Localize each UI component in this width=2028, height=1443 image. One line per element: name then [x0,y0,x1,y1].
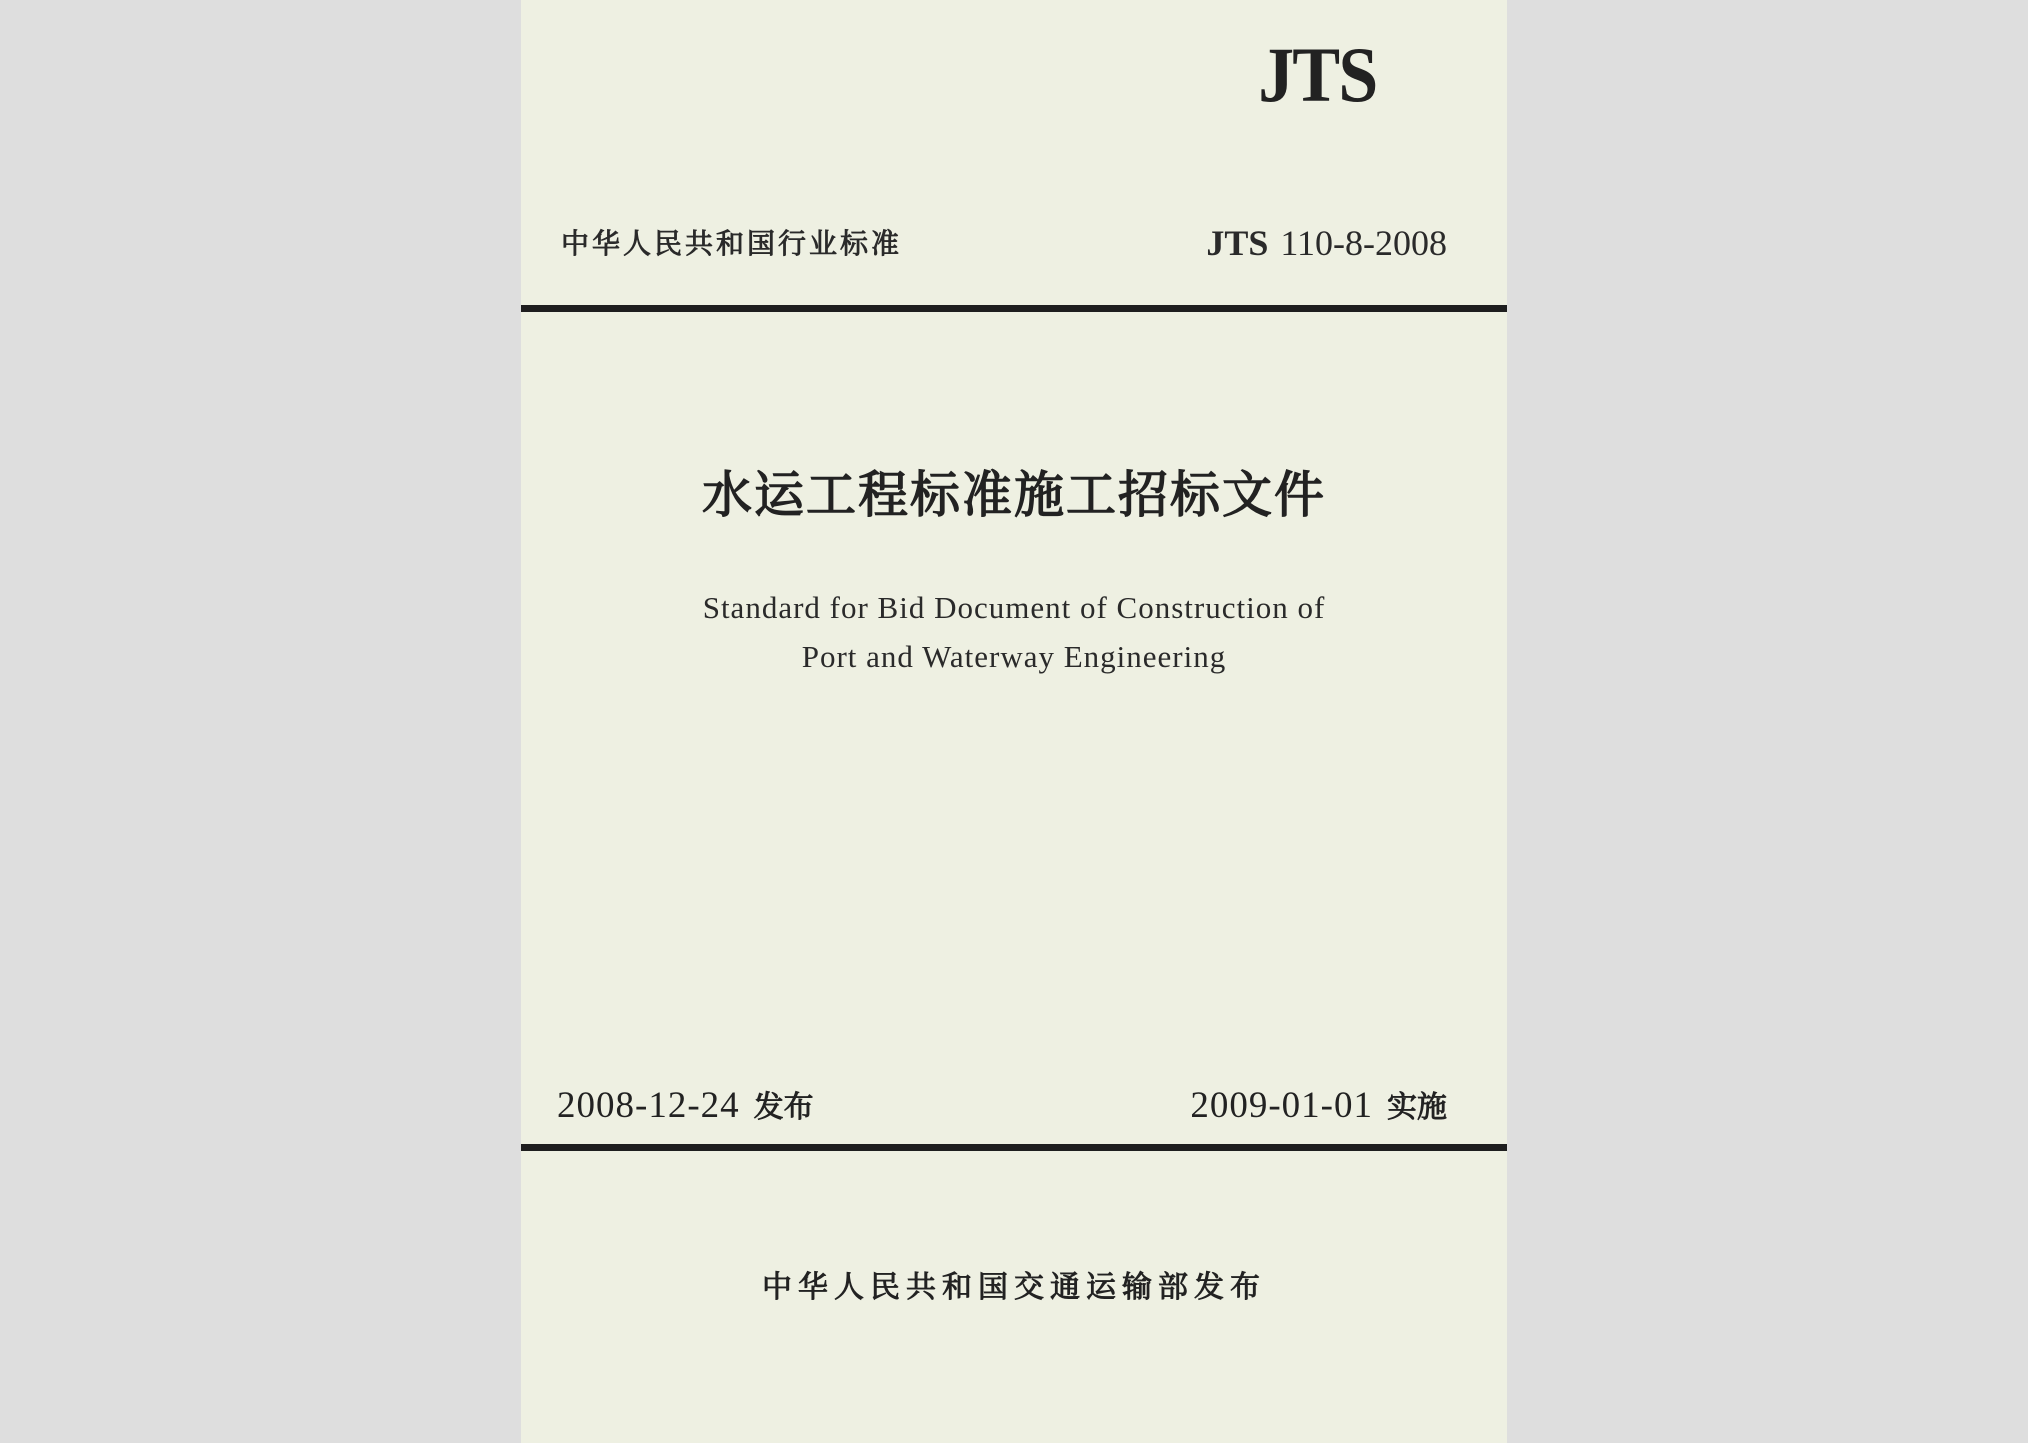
title-english-line-1: Standard for Bid Document of Construction of [702,590,1326,625]
document-cover [521,0,1507,1443]
jts-logo: JTS [1257,31,1376,118]
effective-date: 2009-01-01 [1190,1085,1373,1126]
effective-date-block [1190,1082,1447,1127]
effective-label: 实施 [1387,1090,1447,1125]
top-divider [521,305,1507,312]
release-label: 发布 [753,1090,814,1125]
release-date: 2008-12-24 [557,1085,740,1126]
header-row [561,222,1447,270]
industry-standard-label: 中华人民共和国行业标准 [561,227,903,260]
standard-code [1206,222,1447,264]
title-english-line-2: Port and Waterway Engineering [801,639,1227,674]
bottom-divider [521,1144,1507,1151]
title-english [521,583,1507,681]
publisher: 中华人民共和国交通运输部发布 [762,1270,1266,1305]
standard-code-prefix: JTS [1206,223,1269,263]
standard-code-number: 110-8-2008 [1280,223,1447,263]
dates-row [557,1082,1447,1132]
release-date-block [557,1082,814,1127]
title-chinese: 水运工程标准施工招标文件 [702,466,1326,524]
